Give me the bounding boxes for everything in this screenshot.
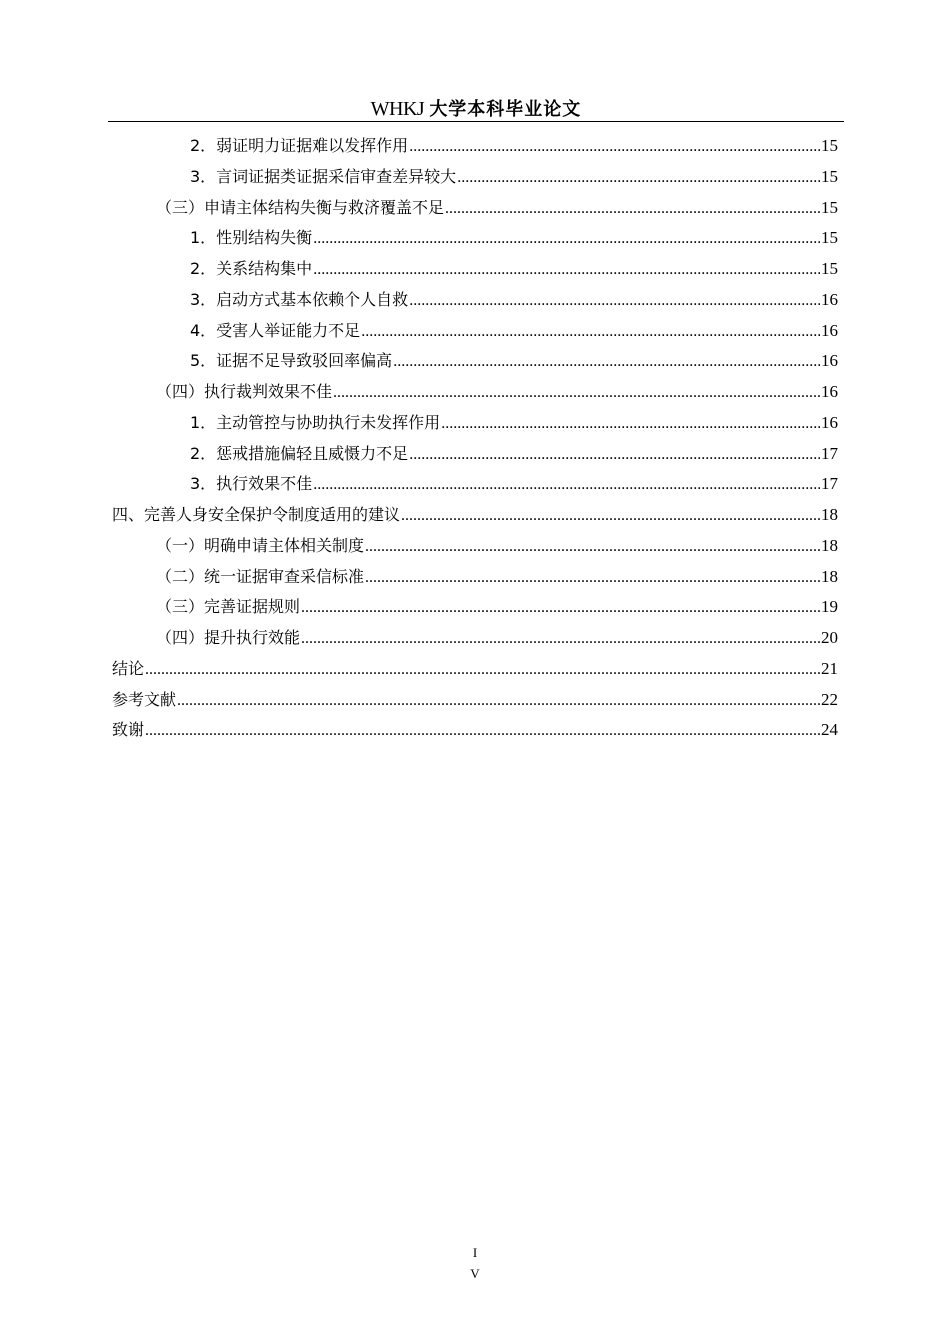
toc-leader-dots [145,655,820,686]
toc-leader-dots [361,317,820,348]
toc-entry-title: 3．启动方式基本依赖个人自救 [190,289,409,309]
header-school-code: WHKJ [370,98,425,120]
toc-entry-title: （二）统一证据审查采信标准 [156,566,365,586]
toc-entry-title: 3．执行效果不佳 [190,474,313,494]
toc-leader-dots [409,132,820,163]
toc-leader-dots [313,470,820,501]
toc-entry-page: 15 [821,228,838,248]
toc-leader-dots [409,440,820,471]
toc-entry-title: 2．惩戒措施偏轻且威慑力不足 [190,443,409,463]
toc-leader-dots [445,194,820,225]
toc-entry-title: 1．主动管控与协助执行未发挥作用 [190,412,441,432]
toc-entry-title: 4．受害人举证能力不足 [190,320,361,340]
toc-entry-title: 5．证据不足导致驳回率偏高 [190,351,393,371]
toc-entry-page: 16 [821,351,838,371]
toc-leader-dots [313,255,820,286]
toc-entry-title: 2．弱证明力证据难以发挥作用 [190,136,409,155]
toc-leader-dots [313,224,820,255]
toc-entry[interactable] [112,193,838,224]
toc-entry-title: 1．性别结构失衡 [190,228,313,248]
header-title: 大学本科毕业论文 [429,99,582,120]
toc-entry-page: 15 [821,136,838,155]
toc-entry-title: （一）明确申请主体相关制度 [156,535,365,555]
toc-entry[interactable] [112,285,838,316]
toc-entry-title: （三）完善证据规则 [156,597,301,617]
toc-entry-page: 15 [821,197,838,217]
toc-leader-dots [177,686,820,717]
toc-leader-dots [333,378,820,409]
toc-entry[interactable] [112,162,838,193]
toc-leader-dots [365,532,820,563]
toc-entry-page: 17 [821,474,838,494]
toc-entry[interactable] [112,439,838,470]
table-of-contents [112,131,838,746]
toc-entry-title: 致谢 [112,720,145,740]
toc-entry-page: 19 [821,597,838,617]
toc-leader-dots [457,163,820,194]
toc-entry[interactable] [112,254,838,285]
toc-entry[interactable] [112,623,838,654]
toc-entry[interactable] [112,346,838,377]
page-number-line-1: I [472,1245,478,1260]
toc-leader-dots [393,347,820,378]
toc-entry-page: 18 [821,505,838,524]
toc-entry-title: 四、完善人身安全保护令制度适用的建议 [112,505,401,524]
toc-leader-dots [301,624,820,655]
toc-entry-title: （三）申请主体结构失衡与救济覆盖不足 [156,197,445,217]
toc-leader-dots [145,716,820,747]
toc-entry-page: 21 [821,658,838,678]
toc-entry[interactable] [112,316,838,347]
toc-leader-dots [365,563,820,594]
toc-entry-page: 18 [821,566,838,586]
toc-entry[interactable] [112,131,838,162]
toc-entry[interactable] [112,562,838,593]
toc-entry-page: 16 [821,412,838,432]
toc-leader-dots [441,409,820,440]
toc-entry[interactable] [112,685,838,716]
toc-leader-dots [301,593,820,624]
toc-entry[interactable] [112,500,838,531]
toc-entry-title: （四）提升执行效能 [156,628,301,647]
toc-entry-title: 结论 [112,658,145,678]
toc-entry-title: （四）执行裁判效果不佳 [156,382,333,401]
toc-entry-page: 16 [821,320,838,340]
toc-entry[interactable] [112,531,838,562]
toc-entry-title: 2．关系结构集中 [190,259,313,278]
toc-entry-title: 参考文献 [112,689,177,709]
page-header [108,95,844,122]
toc-entry-page: 18 [821,535,838,555]
toc-entry-page: 16 [821,289,838,309]
toc-entry-page: 17 [821,443,838,463]
toc-entry-page: 22 [821,689,838,709]
toc-leader-dots [401,501,820,532]
toc-entry-page: 20 [821,628,838,647]
toc-entry-page: 15 [821,166,838,186]
toc-entry[interactable] [112,223,838,254]
toc-entry[interactable] [112,592,838,623]
toc-entry-page: 16 [821,382,838,401]
toc-entry[interactable] [112,408,838,439]
toc-entry-page: 24 [821,720,838,740]
toc-entry-title: 3．言词证据类证据采信审查差异较大 [190,166,457,186]
page-number-line-2: V [470,1266,480,1281]
toc-entry[interactable] [112,715,838,746]
toc-leader-dots [409,286,820,317]
toc-entry[interactable] [112,654,838,685]
toc-entry-page: 15 [821,259,838,278]
toc-entry[interactable] [112,469,838,500]
toc-entry[interactable] [112,377,838,408]
